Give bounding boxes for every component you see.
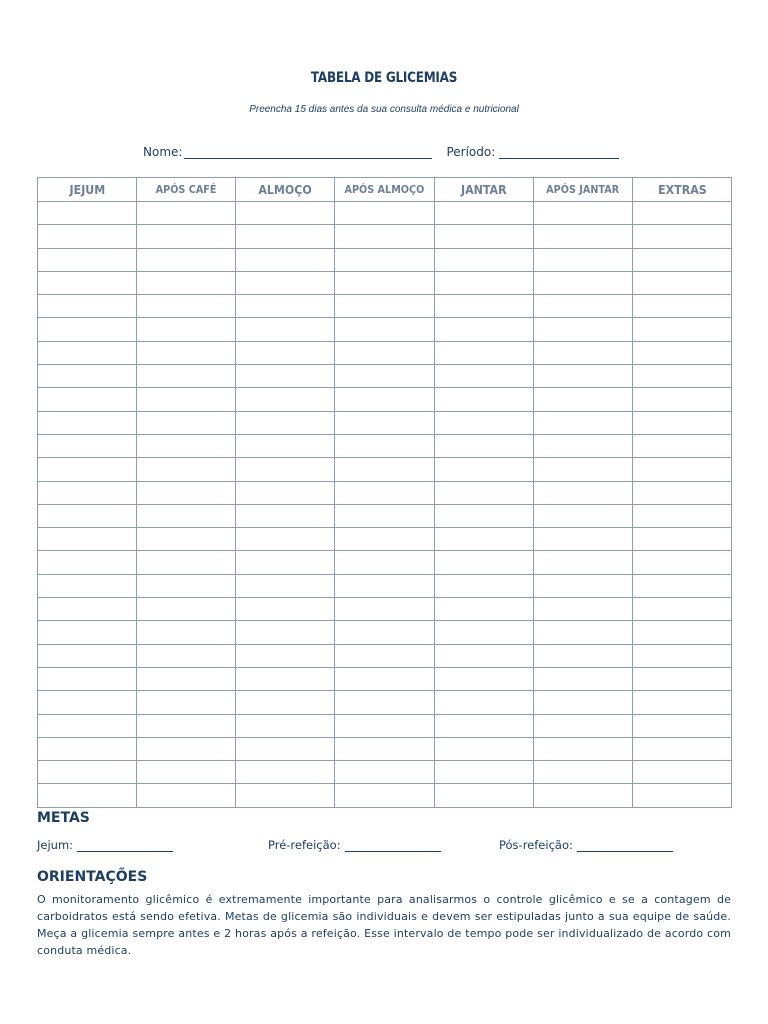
table-cell[interactable] — [236, 504, 335, 527]
table-cell[interactable] — [137, 784, 236, 807]
column-header-apos-jantar: APÓS JANTAR — [533, 178, 632, 202]
table-cell[interactable] — [335, 644, 434, 667]
table-row — [38, 388, 732, 411]
table-row — [38, 667, 732, 690]
table-cell[interactable] — [632, 761, 731, 784]
table-cell[interactable] — [632, 551, 731, 574]
table-cell[interactable] — [335, 784, 434, 807]
table-row — [38, 784, 732, 807]
table-cell[interactable] — [533, 365, 632, 388]
column-header-extras: EXTRAS — [632, 178, 731, 202]
table-cell[interactable] — [632, 225, 731, 248]
table-row — [38, 458, 732, 481]
table-row — [38, 202, 732, 225]
table-cell[interactable] — [533, 411, 632, 434]
table-header-row — [38, 178, 732, 202]
table-cell[interactable] — [236, 481, 335, 504]
table-cell[interactable] — [335, 295, 434, 318]
table-row — [38, 504, 732, 527]
table-cell[interactable] — [632, 411, 731, 434]
table-cell[interactable] — [38, 761, 137, 784]
table-row — [38, 341, 732, 364]
table-cell[interactable] — [335, 271, 434, 294]
table-cell[interactable] — [335, 761, 434, 784]
table-cell[interactable] — [236, 248, 335, 271]
table-cell[interactable] — [236, 271, 335, 294]
table-cell[interactable] — [632, 388, 731, 411]
table-cell[interactable] — [236, 318, 335, 341]
table-cell[interactable] — [137, 225, 236, 248]
table-cell[interactable] — [632, 458, 731, 481]
table-cell[interactable] — [335, 598, 434, 621]
table-cell[interactable] — [533, 551, 632, 574]
table-cell[interactable] — [533, 737, 632, 760]
meta-pos-refeicao — [499, 838, 673, 852]
table-cell[interactable] — [632, 481, 731, 504]
table-cell[interactable] — [335, 225, 434, 248]
table-cell[interactable] — [38, 388, 137, 411]
table-cell[interactable] — [38, 458, 137, 481]
table-cell[interactable] — [335, 202, 434, 225]
table-cell[interactable] — [533, 341, 632, 364]
table-cell[interactable] — [137, 714, 236, 737]
orientacoes-title: ORIENTAÇÕES — [37, 869, 148, 885]
table-row — [38, 295, 732, 318]
table-cell[interactable] — [236, 714, 335, 737]
table-cell[interactable] — [434, 318, 533, 341]
table-cell[interactable] — [533, 528, 632, 551]
table-row — [38, 225, 732, 248]
table-row — [38, 248, 732, 271]
table-cell[interactable] — [335, 248, 434, 271]
table-cell[interactable] — [236, 528, 335, 551]
table-row — [38, 574, 732, 597]
table-cell[interactable] — [632, 504, 731, 527]
table-row — [38, 644, 732, 667]
table-cell[interactable] — [434, 551, 533, 574]
table-cell[interactable] — [236, 644, 335, 667]
table-cell[interactable] — [137, 388, 236, 411]
table-cell[interactable] — [335, 504, 434, 527]
table-cell[interactable] — [434, 621, 533, 644]
table-row — [38, 411, 732, 434]
table-cell[interactable] — [137, 667, 236, 690]
table-cell[interactable] — [38, 621, 137, 644]
table-cell[interactable] — [533, 434, 632, 457]
table-cell[interactable] — [38, 598, 137, 621]
period-label: Período: — [446, 145, 496, 159]
table-cell[interactable] — [434, 434, 533, 457]
table-cell[interactable] — [335, 318, 434, 341]
page-subtitle: Preencha 15 dias antes da sua consulta médica e nutricional — [249, 104, 519, 115]
table-cell[interactable] — [137, 761, 236, 784]
table-cell[interactable] — [632, 667, 731, 690]
table-cell[interactable] — [434, 365, 533, 388]
table-cell[interactable] — [632, 644, 731, 667]
table-cell[interactable] — [236, 667, 335, 690]
table-cell[interactable] — [236, 388, 335, 411]
table-cell[interactable] — [434, 644, 533, 667]
table-cell[interactable] — [434, 691, 533, 714]
meta-pre-refeicao — [268, 838, 441, 852]
meta-jejum — [37, 838, 173, 852]
table-cell[interactable] — [236, 434, 335, 457]
table-row — [38, 551, 732, 574]
table-cell[interactable] — [533, 574, 632, 597]
table-cell[interactable] — [137, 202, 236, 225]
table-cell[interactable] — [533, 598, 632, 621]
table-cell[interactable] — [236, 784, 335, 807]
table-cell[interactable] — [38, 737, 137, 760]
table-cell[interactable] — [137, 365, 236, 388]
table-cell[interactable] — [137, 481, 236, 504]
glycemia-table — [37, 177, 732, 808]
page-title: TABELA DE GLICEMIAS — [310, 70, 458, 86]
column-header-apos-almoco: APÓS ALMOÇO — [335, 178, 434, 202]
table-cell[interactable] — [632, 691, 731, 714]
table-cell[interactable] — [434, 295, 533, 318]
table-cell[interactable] — [632, 574, 731, 597]
table-cell[interactable] — [632, 714, 731, 737]
name-label: Nome: — [143, 145, 183, 159]
table-cell[interactable] — [632, 341, 731, 364]
table-row — [38, 714, 732, 737]
table-cell[interactable] — [38, 365, 137, 388]
table-cell[interactable] — [434, 458, 533, 481]
table-row — [38, 761, 732, 784]
table-cell[interactable] — [38, 202, 137, 225]
table-cell[interactable] — [38, 784, 137, 807]
orientacoes-text: O monitoramento glicêmico é extremamente importante para analisarmos o controle glicêmico e se a contagem de carboidratos está sendo efetiva. Metas de glicemia são individuais e devem ser estipuladas junto a sua equipe de saúde. Meça a glicemia sempre antes e 2 horas após a refeição. Esse intervalo de tempo pode ser individualizado de acordo com conduta médica. — [37, 893, 731, 957]
table-cell[interactable] — [632, 271, 731, 294]
table-row — [38, 318, 732, 341]
table-cell[interactable] — [533, 388, 632, 411]
table-cell[interactable] — [533, 504, 632, 527]
table-cell[interactable] — [38, 271, 137, 294]
table-cell[interactable] — [335, 365, 434, 388]
table-cell[interactable] — [236, 295, 335, 318]
table-row — [38, 434, 732, 457]
table-cell[interactable] — [38, 714, 137, 737]
column-header-jejum: JEJUM — [38, 178, 137, 202]
table-cell[interactable] — [38, 481, 137, 504]
table-cell[interactable] — [434, 225, 533, 248]
table-cell[interactable] — [137, 504, 236, 527]
table-row — [38, 271, 732, 294]
table-cell[interactable] — [434, 714, 533, 737]
table-cell[interactable] — [137, 574, 236, 597]
table-cell[interactable] — [137, 621, 236, 644]
table-cell[interactable] — [434, 784, 533, 807]
table-cell[interactable] — [533, 271, 632, 294]
table-cell[interactable] — [335, 667, 434, 690]
table-cell[interactable] — [38, 644, 137, 667]
table-cell[interactable] — [632, 784, 731, 807]
table-cell[interactable] — [632, 528, 731, 551]
column-header-jantar: JANTAR — [434, 178, 533, 202]
table-row — [38, 691, 732, 714]
table-cell[interactable] — [236, 411, 335, 434]
table-cell[interactable] — [236, 598, 335, 621]
table-cell[interactable] — [533, 667, 632, 690]
table-cell[interactable] — [137, 295, 236, 318]
table-cell[interactable] — [632, 434, 731, 457]
table-cell[interactable] — [137, 598, 236, 621]
table-cell[interactable] — [38, 248, 137, 271]
table-cell[interactable] — [236, 202, 335, 225]
meta-pre-refeicao-field[interactable] — [345, 839, 441, 852]
period-field[interactable] — [499, 146, 619, 159]
table-cell[interactable] — [38, 295, 137, 318]
table-cell[interactable] — [137, 411, 236, 434]
table-cell[interactable] — [236, 621, 335, 644]
meta-pre-refeicao-label: Pré-refeição: — [268, 838, 341, 852]
table-cell[interactable] — [632, 365, 731, 388]
table-cell[interactable] — [137, 341, 236, 364]
table-cell[interactable] — [236, 761, 335, 784]
table-cell[interactable] — [533, 481, 632, 504]
table-cell[interactable] — [38, 318, 137, 341]
table-cell[interactable] — [236, 737, 335, 760]
table-cell[interactable] — [533, 248, 632, 271]
table-cell[interactable] — [533, 202, 632, 225]
table-cell[interactable] — [533, 458, 632, 481]
table-cell[interactable] — [335, 341, 434, 364]
table-cell[interactable] — [434, 598, 533, 621]
table-cell[interactable] — [38, 691, 137, 714]
table-cell[interactable] — [236, 365, 335, 388]
table-cell[interactable] — [434, 761, 533, 784]
table-cell[interactable] — [335, 388, 434, 411]
table-cell[interactable] — [533, 784, 632, 807]
table-cell[interactable] — [335, 434, 434, 457]
table-cell[interactable] — [434, 481, 533, 504]
table-cell[interactable] — [38, 225, 137, 248]
table-cell[interactable] — [335, 458, 434, 481]
table-cell[interactable] — [434, 737, 533, 760]
table-cell[interactable] — [236, 225, 335, 248]
table-cell[interactable] — [533, 621, 632, 644]
table-cell[interactable] — [434, 202, 533, 225]
table-cell[interactable] — [137, 644, 236, 667]
table-cell[interactable] — [38, 551, 137, 574]
table-cell[interactable] — [38, 341, 137, 364]
table-cell[interactable] — [533, 318, 632, 341]
table-cell[interactable] — [632, 621, 731, 644]
table-cell[interactable] — [434, 271, 533, 294]
table-cell[interactable] — [335, 481, 434, 504]
metas-title: METAS — [37, 810, 90, 826]
table-cell[interactable] — [434, 504, 533, 527]
meta-pos-refeicao-field[interactable] — [577, 839, 673, 852]
table-cell[interactable] — [533, 295, 632, 318]
table-cell[interactable] — [335, 411, 434, 434]
table-cell[interactable] — [335, 714, 434, 737]
table-cell[interactable] — [137, 551, 236, 574]
table-row — [38, 737, 732, 760]
table-cell[interactable] — [137, 528, 236, 551]
table-cell[interactable] — [632, 598, 731, 621]
table-cell[interactable] — [335, 551, 434, 574]
table-cell[interactable] — [434, 388, 533, 411]
table-cell[interactable] — [335, 574, 434, 597]
table-cell[interactable] — [137, 271, 236, 294]
table-cell[interactable] — [533, 225, 632, 248]
table-cell[interactable] — [533, 691, 632, 714]
name-field[interactable] — [184, 146, 432, 159]
table-cell[interactable] — [335, 621, 434, 644]
column-header-almoco: ALMOÇO — [236, 178, 335, 202]
table-cell[interactable] — [434, 341, 533, 364]
meta-jejum-label: Jejum: — [37, 838, 74, 852]
table-cell[interactable] — [632, 202, 731, 225]
table-cell[interactable] — [137, 434, 236, 457]
table-cell[interactable] — [38, 411, 137, 434]
table-cell[interactable] — [236, 551, 335, 574]
table-cell[interactable] — [38, 667, 137, 690]
table-cell[interactable] — [434, 528, 533, 551]
table-cell[interactable] — [533, 644, 632, 667]
table-cell[interactable] — [632, 295, 731, 318]
table-cell[interactable] — [632, 318, 731, 341]
table-cell[interactable] — [335, 691, 434, 714]
table-cell[interactable] — [434, 248, 533, 271]
meta-pos-refeicao-label: Pós-refeição: — [499, 838, 573, 852]
table-cell[interactable] — [236, 691, 335, 714]
table-cell[interactable] — [38, 528, 137, 551]
table-cell[interactable] — [434, 574, 533, 597]
table-cell[interactable] — [434, 411, 533, 434]
table-cell[interactable] — [38, 504, 137, 527]
table-cell[interactable] — [137, 458, 236, 481]
column-header-apos-cafe: APÓS CAFÉ — [137, 178, 236, 202]
table-cell[interactable] — [137, 248, 236, 271]
table-cell[interactable] — [236, 574, 335, 597]
meta-jejum-field[interactable] — [77, 839, 173, 852]
table-cell[interactable] — [533, 714, 632, 737]
table-cell[interactable] — [335, 737, 434, 760]
table-cell[interactable] — [236, 341, 335, 364]
name-period-row — [143, 145, 619, 159]
table-cell[interactable] — [533, 761, 632, 784]
table-cell[interactable] — [38, 574, 137, 597]
table-cell[interactable] — [137, 737, 236, 760]
table-cell[interactable] — [632, 248, 731, 271]
table-cell[interactable] — [632, 737, 731, 760]
table-row — [38, 621, 732, 644]
table-row — [38, 528, 732, 551]
table-row — [38, 365, 732, 388]
table-row — [38, 598, 732, 621]
table-cell[interactable] — [38, 434, 137, 457]
table-cell[interactable] — [335, 528, 434, 551]
table-cell[interactable] — [434, 667, 533, 690]
table-cell[interactable] — [137, 691, 236, 714]
table-cell[interactable] — [236, 458, 335, 481]
table-cell[interactable] — [137, 318, 236, 341]
table-row — [38, 481, 732, 504]
